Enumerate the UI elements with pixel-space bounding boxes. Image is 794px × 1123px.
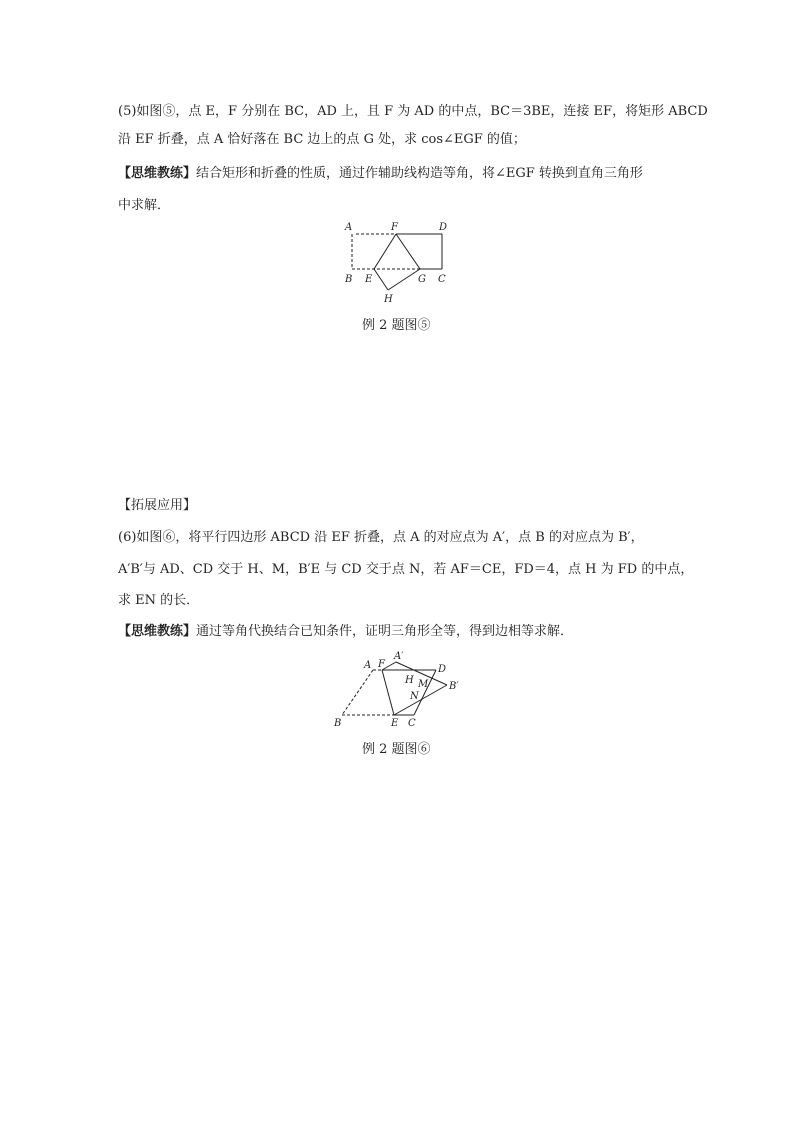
fig6-label-B-prime: B′ (449, 681, 459, 692)
fig6-label-C: C (408, 718, 416, 729)
fig5-label-B: B (345, 274, 353, 285)
fig5-segment-HG (388, 269, 420, 290)
fig6-segment-AB (342, 670, 373, 715)
q6-line-3: 求 EN 的长． (118, 593, 200, 608)
section-title: 【拓展应用】 (118, 498, 197, 513)
q5-hint-line-2: 中求解． (118, 198, 171, 213)
fig6-label-F: F (378, 659, 385, 670)
fig5-label-H: H (384, 294, 393, 305)
figure-5 (336, 218, 456, 310)
q6-hint (118, 622, 573, 642)
fig6-label-A: A (364, 660, 372, 671)
fig6-label-D: D (438, 664, 447, 675)
fig5-label-E: E (365, 274, 373, 285)
figure-5-caption: 例 2 题图⑤ (362, 318, 431, 333)
figure-6 (330, 646, 470, 738)
q6-hint-tag: 【思维教练】 (118, 624, 197, 639)
fig6-label-M: M (418, 679, 429, 690)
q5-line-1: (5)如图⑤，点 E，F 分别在 BC，AD 上，且 F 为 AD 的中点，BC＝3BE，连接 EF，将矩形 ABCD (118, 104, 708, 119)
fig6-label-B: B (334, 718, 342, 729)
q6-hint-text: 通过等角代换结合已知条件，证明三角形全等，得到边相等求解． (196, 624, 574, 639)
q5-hint-text: 结合矩形和折叠的性质，通过作辅助线构造等角，将∠EGF 转换到直角三角形 (196, 166, 643, 181)
fig5-label-D: D (439, 222, 448, 233)
fig6-label-H: H (405, 675, 414, 686)
fig6-label-E: E (391, 718, 399, 729)
fig5-label-F: F (391, 222, 398, 233)
q5-hint (118, 164, 643, 184)
q6-line-2: A′B′与 AD、CD 交于 H、M，B′E 与 CD 交于点 N，若 AF＝CE，FD＝4，点 H 为 FD 的中点， (118, 562, 694, 577)
fig6-label-N: N (410, 691, 419, 702)
fig5-label-A: A (345, 222, 353, 233)
fig6-label-A-prime: A′ (394, 651, 404, 662)
fig5-segment-FE (374, 234, 396, 269)
fig5-segment-FG (396, 234, 420, 269)
fig5-label-C: C (438, 274, 446, 285)
q6-line-1: (6)如图⑥，将平行四边形 ABCD 沿 EF 折叠，点 A 的对应点为 A′，点 B 的对应点为 B′， (118, 530, 644, 545)
figure-6-caption: 例 2 题图⑥ (362, 742, 431, 757)
fig6-segment-FE (382, 670, 394, 715)
fig5-label-G: G (418, 274, 426, 285)
q5-line-2: 沿 EF 折叠，点 A 恰好落在 BC 边上的点 G 处，求 cos∠EGF 的值； (118, 132, 526, 147)
q5-hint-tag: 【思维教练】 (118, 166, 197, 181)
fig5-segment-EH (374, 269, 388, 290)
